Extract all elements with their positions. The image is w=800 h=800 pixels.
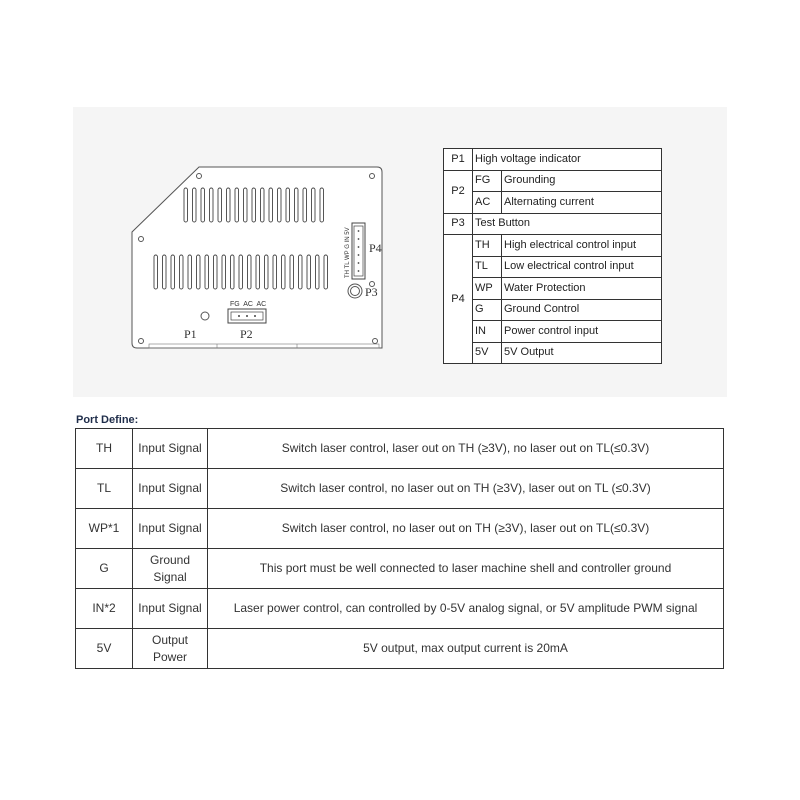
define-desc: Switch laser control, no laser out on TH (≥3V), laser out on TL (≤0.3V) [208, 469, 724, 509]
define-port: G [76, 549, 133, 589]
define-type: Output Power [133, 629, 208, 669]
legend-desc: High voltage indicator [473, 149, 662, 171]
port-define-title: Port Define: [76, 414, 139, 426]
table-row [444, 256, 662, 278]
table-row [444, 278, 662, 300]
p3-label: P3 [365, 285, 378, 299]
table-row [76, 429, 724, 469]
define-port: 5V [76, 629, 133, 669]
define-type: Input Signal [133, 469, 208, 509]
table-row [76, 509, 724, 549]
table-row [444, 321, 662, 343]
define-desc: Switch laser control, laser out on TH (≥3V), no laser out on TL(≤0.3V) [208, 429, 724, 469]
legend-port: P3 [444, 213, 473, 235]
table-row [444, 149, 662, 171]
legend-port: P2 [444, 170, 473, 213]
p1-label: P1 [184, 327, 197, 341]
legend-desc: Test Button [473, 213, 662, 235]
define-type: Input Signal [133, 589, 208, 629]
table-row [444, 170, 662, 192]
legend-desc: Low electrical control input [502, 256, 662, 278]
legend-code: IN [473, 321, 502, 343]
legend-code: WP [473, 278, 502, 300]
legend-code: 5V [473, 342, 502, 364]
p4-pin-labels: TH TL WP G IN 5V [345, 227, 351, 278]
legend-desc: Grounding [502, 170, 662, 192]
define-port: IN*2 [76, 589, 133, 629]
port-legend-table [443, 148, 662, 364]
legend-code: G [473, 299, 502, 321]
define-desc: This port must be well connected to laser machine shell and controller ground [208, 549, 724, 589]
define-desc: Switch laser control, no laser out on TH (≥3V), laser out on TL(≤0.3V) [208, 509, 724, 549]
define-port: TH [76, 429, 133, 469]
table-row [444, 213, 662, 235]
legend-desc: Power control input [502, 321, 662, 343]
define-desc: Laser power control, can controlled by 0-5V analog signal, or 5V amplitude PWM signal [208, 589, 724, 629]
legend-desc: Alternating current [502, 192, 662, 214]
legend-desc: 5V Output [502, 342, 662, 364]
p4-label: P4 [369, 241, 382, 255]
diagram-panel [73, 107, 727, 397]
legend-port: P4 [444, 235, 473, 364]
table-row [76, 589, 724, 629]
table-row [76, 629, 724, 669]
legend-desc: Water Protection [502, 278, 662, 300]
define-type: Input Signal [133, 429, 208, 469]
define-type: Ground Signal [133, 549, 208, 589]
table-row [444, 235, 662, 257]
legend-desc: Ground Control [502, 299, 662, 321]
define-type: Input Signal [133, 509, 208, 549]
table-row [444, 299, 662, 321]
table-row [76, 469, 724, 509]
p2-pin-labels: FG AC AC [230, 301, 267, 308]
legend-code: FG [473, 170, 502, 192]
port-define-table [75, 428, 724, 669]
legend-code: AC [473, 192, 502, 214]
legend-port: P1 [444, 149, 473, 171]
legend-code: TH [473, 235, 502, 257]
table-row [444, 342, 662, 364]
p2-label: P2 [240, 327, 253, 341]
legend-code: TL [473, 256, 502, 278]
legend-desc: High electrical control input [502, 235, 662, 257]
define-port: WP*1 [76, 509, 133, 549]
define-port: TL [76, 469, 133, 509]
define-desc: 5V output, max output current is 20mA [208, 629, 724, 669]
table-row [444, 192, 662, 214]
table-row [76, 549, 724, 589]
board-diagram [87, 166, 387, 351]
